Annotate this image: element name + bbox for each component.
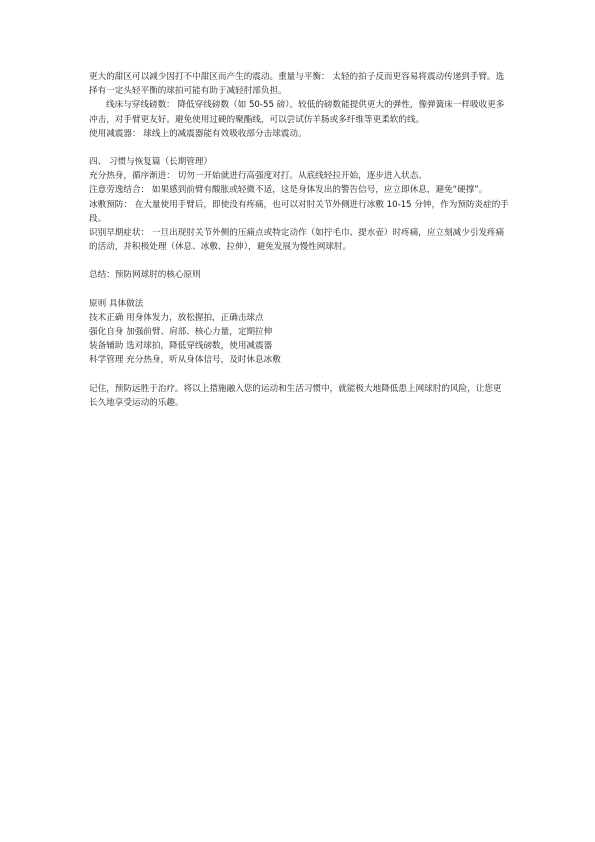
summary-table-row: 装备辅助 选对球拍，降低穿线磅数，使用减震器 — [89, 341, 273, 352]
paragraph-dampener: 使用减震器： 球线上的减震器能有效吸收部分击球震动。 — [89, 128, 307, 139]
paragraph-ice: 冰敷预防： 在大量使用手臂后，即使没有疼痛，也可以对肘关节外侧进行冰敷 10-15 分钟，作为预防炎症的手段。 — [89, 199, 509, 224]
summary-table-row: 技术正确 用身体发力，放松握拍，正确击球点 — [89, 312, 264, 323]
paragraph-strings-tension: 线床与穿线磅数： 降低穿线磅数（如 50-55 磅）。较低的磅数能提供更大的弹性，像弹簧床一样吸收更多冲击，对手臂更友好。避免使用过硬的聚酯线，可以尝试仿羊肠或多纤维等更柔软的线。 — [89, 100, 505, 125]
summary-heading: 总结：预防网球肘的核心原则 — [89, 270, 201, 281]
section-heading-habits-recovery: 四、 习惯与恢复篇（长期管理） — [89, 157, 213, 168]
paragraph-rest: 注意劳逸结合： 如果感到前臂有酸胀或轻微不适，这是身体发出的警告信号，应立即休息，避免“硬撑”。 — [89, 185, 488, 196]
summary-table-row: 强化自身 加强前臂、肩部、核心力量，定期拉伸 — [89, 327, 273, 338]
paragraph-early-symptoms: 识别早期症状： 一旦出现肘关节外侧的压痛点或特定动作（如拧毛巾、提水壶）时疼痛，应立刻减少引发疼痛的活动，并积极处理（休息、冰敷、拉伸），避免发展为慢性网球肘。 — [89, 228, 505, 253]
summary-table-header: 原则 具体做法 — [89, 298, 144, 309]
paragraph-warmup: 充分热身，循序渐进： 切勿一开始就进行高强度对打。从底线轻拉开始，逐步进入状态。 — [89, 171, 427, 182]
closing-paragraph: 记住，预防远胜于治疗。将以上措施融入您的运动和生活习惯中，就能极大地降低患上网球肘的风险，让您更长久地享受运动的乐趣。 — [89, 383, 502, 408]
summary-table-row: 科学管理 充分热身，听从身体信号，及时休息冰敷 — [89, 355, 281, 366]
paragraph-sweet-spot-balance: 更大的甜区可以减少因打不中甜区而产生的震动。重量与平衡： 太轻的拍子反而更容易将震动传递到手臂。选择有一定头轻平衡的球拍可能有助于减轻肘部负担。 — [89, 72, 505, 97]
document-page — [89, 70, 509, 410]
